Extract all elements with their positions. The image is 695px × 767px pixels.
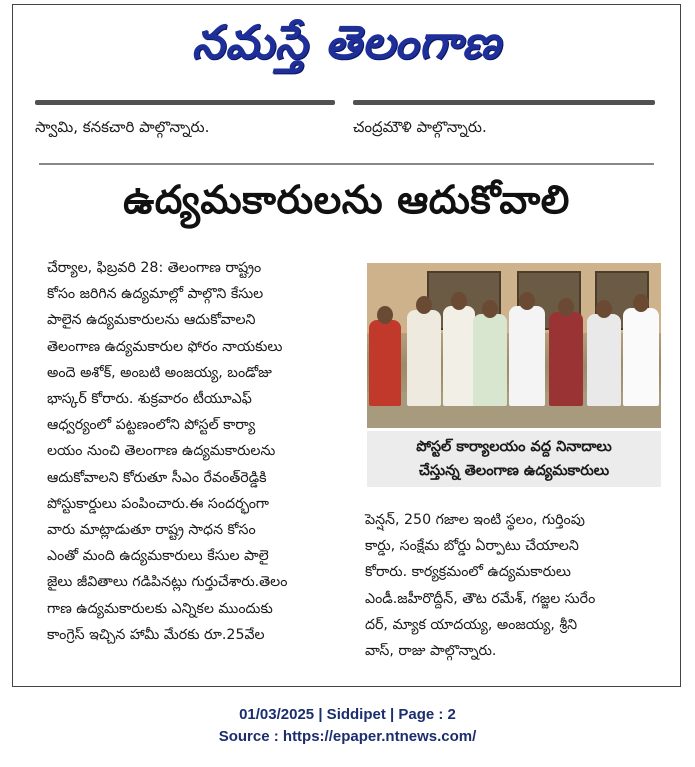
article-headline: ఉద్యమకారులను ఆదుకోవాలి: [123, 178, 570, 223]
article-line: తెలంగాణ ఉద్యమకారుల ఫోరం నాయకులు: [47, 338, 283, 355]
article-line: ఎంతో మంది ఉద్యమకారులు కేసుల పాలై: [47, 548, 269, 565]
article-line: కోసం జరిగిన ఉద్యమాల్లో పాల్గొని కేసుల: [47, 286, 264, 303]
footer-date-line: 01/03/2025 | Siddipet | Page : 2: [239, 706, 456, 723]
article-line: భాస్కర్ కోరారు. శుక్రవారం టీయూఎఫ్: [47, 391, 252, 408]
article-photo: [367, 263, 661, 428]
article-line: లయం నుంచి తెలంగాణ ఉద్యమకారులను: [47, 443, 276, 460]
masthead-logo: నమస్తే తెలంగాణ: [191, 15, 502, 69]
cut-text-line-left: [35, 97, 335, 107]
article-line: కార్డు, సంక్షేమ బోర్డు ఏర్పాటు చేయాలని: [365, 538, 579, 555]
photo-caption: [367, 431, 661, 487]
article-line: కాంగ్రెస్ ఇచ్చిన హామీ మేరకు రూ.25వేల: [47, 626, 265, 643]
article-line: కోరారు. కార్యక్రమంలో ఉద్యమకారులు: [365, 564, 571, 581]
article-line: అందె అశోక్, అంబటి అంజయ్య, బండోజు: [47, 364, 272, 381]
article-line: దర్, మ్యాక యాదయ్య, అంజయ్య, శ్రీని: [365, 616, 578, 633]
article-line: పాలైన ఉద్యమకారులను ఆదుకోవాలని: [47, 312, 256, 329]
article-line: వాస్, రాజు పాల్గొన్నారు.: [365, 643, 497, 660]
article-line: చేర్యాల, ఫిబ్రవరి 28: తెలంగాణ రాష్ట్రం: [47, 260, 262, 276]
article-line: జైలు జీవితాలు గడిపినట్లు గుర్తుచేశారు.తెలం: [47, 574, 288, 591]
photo-caption-line: చేస్తున్న తెలంగాణ ఉద్యమకారులు: [418, 463, 610, 479]
article-line: గాణ ఉద్యమకారులకు ఎన్నికల ముందుకు: [47, 600, 273, 617]
previous-article-right-line: చంద్రమౌళి పాల్గొన్నారు.: [353, 118, 487, 136]
article-line: ఆదుకోవాలని కోరుతూ సీఎం రేవంత్‌రెడ్డికి: [47, 469, 267, 486]
section-divider: [39, 163, 654, 165]
article-right-column: [365, 507, 661, 664]
footer-source-line: Source : https://epaper.ntnews.com/: [218, 728, 477, 745]
article-left-column: [47, 255, 355, 648]
article-line: ఆధ్వర్యంలో పట్టణంలోని పోస్టల్ కార్యా: [47, 417, 256, 434]
cut-text-line-right: [353, 97, 655, 107]
photo-caption-line: పోస్టల్ కార్యాలయం వద్ద నినాదాలు: [416, 439, 612, 455]
article-line: పెన్షన్, 250 గజాల ఇంటి స్థలం, గుర్తింపు: [365, 512, 585, 528]
article-line: వారు మాట్లాడుతూ రాష్ట్ర సాధన కోసం: [47, 522, 256, 539]
clipping-frame: [12, 4, 681, 687]
article-line: పోస్టుకార్డులు పంపించారు.ఈ సందర్భంగా: [47, 495, 269, 512]
previous-article-left-line: స్వామి, కనకచారి పాల్గొన్నారు.: [35, 118, 210, 136]
article-line: ఎండీ.జహీరొద్దీన్, తౌట రమేశ్, గజ్జల సురేం: [365, 590, 596, 607]
